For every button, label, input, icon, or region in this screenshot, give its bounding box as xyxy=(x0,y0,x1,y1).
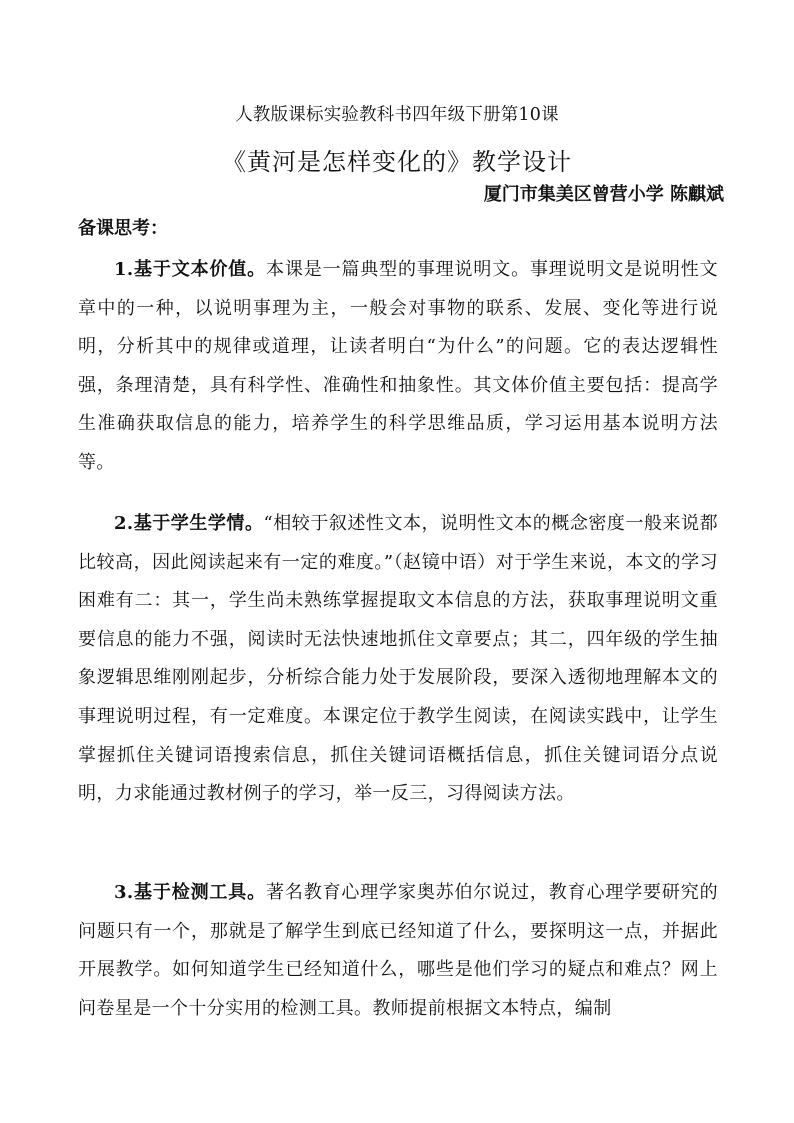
section-label: 备课思考： xyxy=(78,218,168,239)
paragraph-body: 本课是一篇典型的事理说明文。事理说明文是说明性文章中的一种，以说明事理为主，一般会对事物的联系、发展、变化等进行说明，分析其中的规律或道理，让读者明白“为什么”的问题。它的表达逻辑性强，条理清楚，具有科学性、准确性和抽象性。其文体价值主要包括：提高学生准确获取信息的能力，培养学生的科学思维品质，学习运用基本说明方法等。 xyxy=(78,259,719,473)
paragraph-body: 著名教育心理学家奥苏伯尔说过，教育心理学要研究的问题只有一个，那就是了解学生到底已经知道了什么，要探明这一点，并据此开展教学。如何知道学生已经知道什么，哪些是他们学习的疑点和难点？网上问卷星是一个十分实用的检测工具。教师提前根据文本特点，编制 xyxy=(78,882,719,1019)
paragraph-text-value xyxy=(78,251,718,483)
document-title: 《黄河是怎样变化的》教学设计 xyxy=(222,148,572,176)
paragraph-heading: 2.基于学生学情。 xyxy=(114,513,264,534)
paragraph-heading: 1.基于文本价值。 xyxy=(114,259,267,280)
paragraph-body: “相较于叙述性文本，说明性文本的概念密度一般来说都比较高，因此阅读起来有一定的难度。”（赵镜中语）对于学生来说，本文的学习困难有二：其一，学生尚未熟练掌握提取文本信息的方法，获取事理说明文重要信息的能力不强，阅读时无法快速地抓住文章要点；其二，四年级的学生抽象逻辑思维刚刚起步，分析综合能力处于发展阶段，要深入透彻地理解本文的事理说明过程，有一定难度。本课定位于教学生阅读，在阅读实践中，让学生掌握抓住关键词语搜索信息，抓住关键词语概括信息，抓住关键词语分点说明，力求能通过教材例子的学习，举一反三，习得阅读方法。 xyxy=(78,513,719,805)
paragraph-heading: 3.基于检测工具。 xyxy=(114,882,267,903)
paragraph-student-situation xyxy=(78,505,718,814)
document-subtitle: 人教版课标实验教科书四年级下册第10课 xyxy=(235,105,559,125)
document-author: 厦门市集美区曾营小学 陈麒斌 xyxy=(483,184,724,205)
paragraph-assessment-tool xyxy=(78,874,718,1028)
